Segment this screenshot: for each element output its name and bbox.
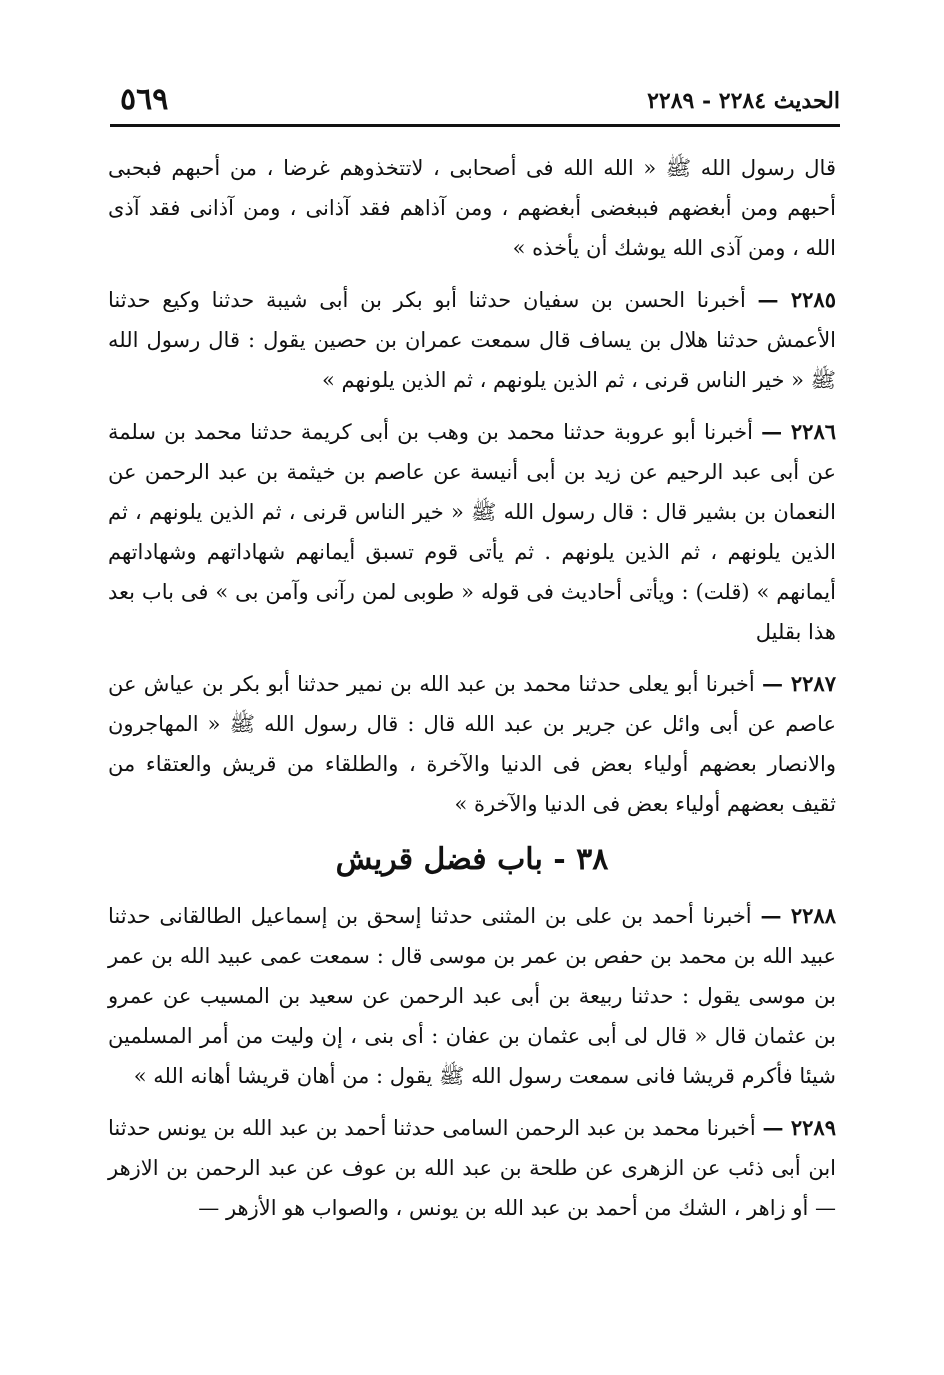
hadith-paragraph: [108, 280, 836, 400]
hadith-paragraph: [108, 1108, 836, 1228]
hadith-number: ٢٢٨٧ —: [761, 671, 836, 696]
page-body: [108, 148, 836, 1240]
hadith-text: أخبرنا أبو عروبة حدثنا محمد بن وهب بن أبى كريمة حدثنا محمد بن سلمة عن أبى عبد الرحيم عن زيد بن أبى أنيسة عن عاصم بن خيثمة بن عبد الرحمن عن النعمان بن بشير قال : قال رسول الله ﷺ « خير الناس قرنى ، ثم الذين يلونهم ، ثم الذين يلونهم ، ثم الذين يلونهم . ثم يأتى قوم تسبق أيمانهم شهاداتهم وشهاداتهم أيمانهم » (قلت) : ويأتى أحاديث فى قوله « طوبى لمن رآنى وآمن بى » فى باب بعد هذا بقليل: [108, 420, 836, 644]
hadith-text: قال رسول الله ﷺ « الله الله فى أصحابى ، لاتتخذوهم غرضا ، من أحبهم فبحبى أحبهم ومن أبغضهم فببغضى أبغضهم ، ومن آذاهم فقد آذانى ، ومن آذانى فقد آذى الله ، ومن آذى الله يوشك أن يأخذه »: [108, 156, 836, 260]
hadith-text: أخبرنا أحمد بن على بن المثنى حدثنا إسحق بن إسماعيل الطالقانى حدثنا عبيد الله بن محمد بن حفص بن عمر بن موسى قال : سمعت عمى عبيد الله بن عمر بن موسى يقول : حدثنا ربيعة بن أبى عبد الرحمن عن سعيد بن المسيب عن عمرو بن عثمان قال « قال لى أبى عثمان بن عفان : أى بنى ، إن وليت من أمر المسلمين شيئا فأكرم قريشا فانى سمعت رسول الله ﷺ يقول : من أهان قريشا أهانه الله »: [108, 904, 836, 1088]
page-header: [110, 82, 840, 122]
hadith-paragraph: [108, 148, 836, 268]
header-rule: [110, 124, 840, 127]
hadith-paragraph: [108, 896, 836, 1096]
hadith-number: ٢٢٨٨ —: [760, 903, 836, 928]
hadith-text: أخبرنا محمد بن عبد الرحمن السامى حدثنا أحمد بن عبد الله بن يونس حدثنا ابن أبى ذئب عن الزهرى عن طلحة بن عبد الله بن عوف عن عبد الرحمن بن الازهر — أو زاهر ، الشك من أحمد بن عبد الله بن يونس ، والصواب هو الأزهر —: [108, 1116, 836, 1220]
hadith-paragraph: [108, 664, 836, 824]
hadith-number: ٢٢٨٩ —: [762, 1115, 836, 1140]
hadith-text: أخبرنا الحسن بن سفيان حدثنا أبو بكر بن أبى شيبة حدثنا وكيع حدثنا الأعمش حدثنا هلال بن يساف قال سمعت عمران بن حصين يقول : قال رسول الله ﷺ « خير الناس قرنى ، ثم الذين يلونهم ، ثم الذين يلونهم »: [108, 288, 836, 392]
hadith-text: أخبرنا أبو يعلى حدثنا محمد بن عبد الله بن نمير حدثنا أبو بكر بن عياش عن عاصم عن أبى وائل عن جرير بن عبد الله قال : قال رسول الله ﷺ « المهاجرون والانصار بعضهم أولياء بعض فى الدنيا والآخرة ، والطلقاء من قريش والعتقاء من ثقيف بعضهم أولياء بعض فى الدنيا والآخرة »: [108, 672, 836, 816]
chapter-heading: ٣٨ - باب فضل قريش: [335, 842, 609, 877]
running-title: الحديث ٢٢٨٤ - ٢٢٨٩: [647, 88, 840, 114]
page-number: ٥٦٩: [120, 82, 169, 117]
hadith-number: ٢٢٨٦ —: [761, 419, 837, 444]
hadith-number: ٢٢٨٥ —: [757, 287, 836, 312]
hadith-paragraph: [108, 412, 836, 652]
